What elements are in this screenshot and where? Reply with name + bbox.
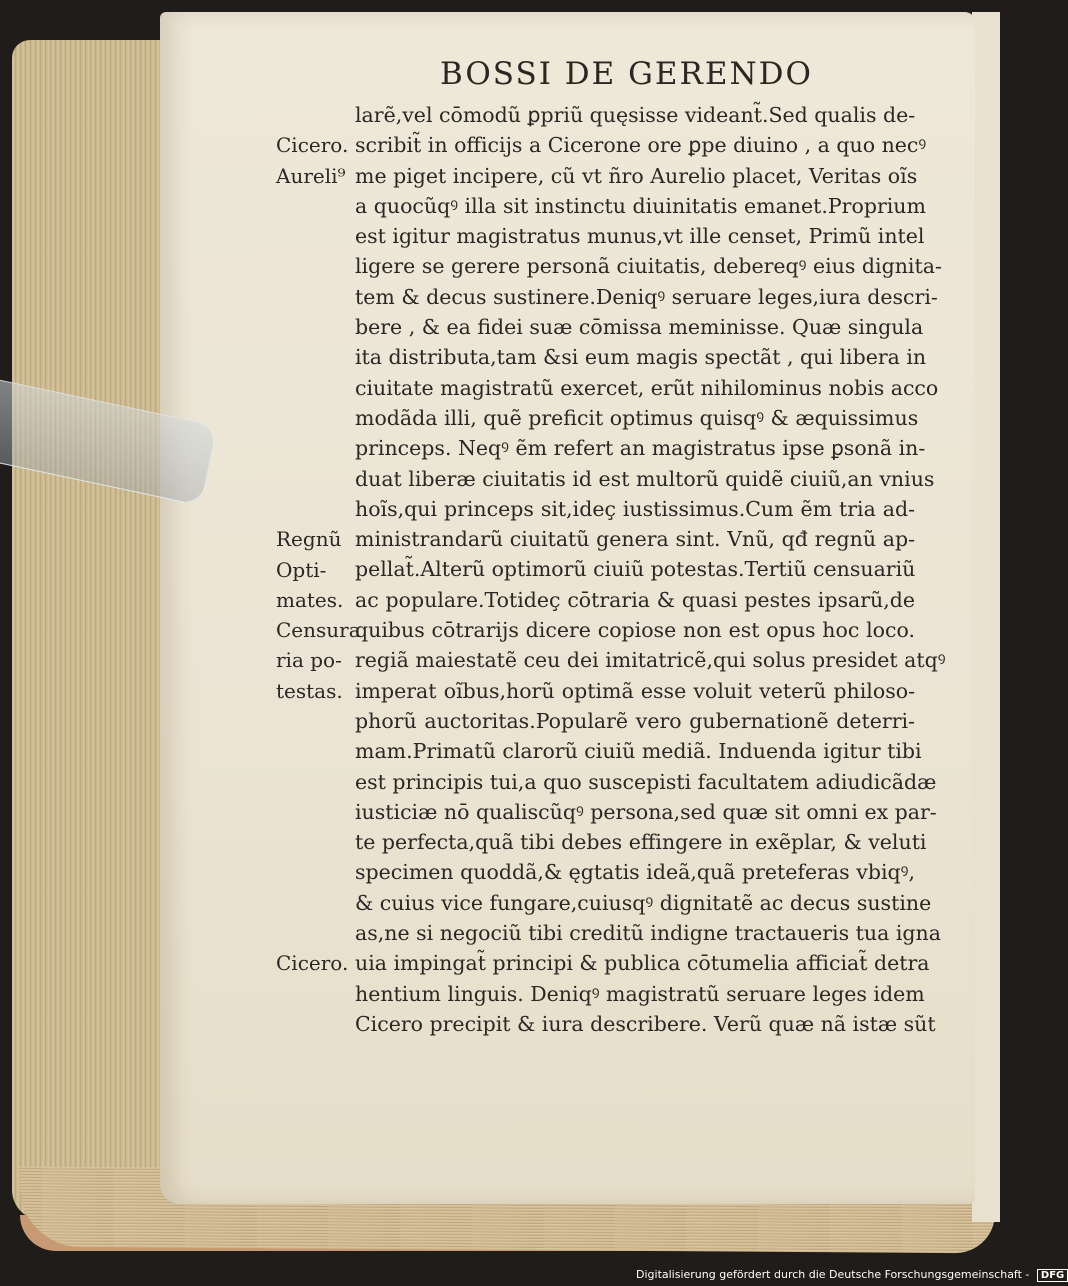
text-line: ac populare.Totideç cōtraria & quasi pestes ipsarũ,de	[355, 587, 915, 612]
text-line: phorũ auctoritas.Popularẽ vero gubernationẽ deterri-	[355, 708, 915, 733]
text-line: modãda illi, quẽ preficit optimus quisqꝰ & æquissimus	[355, 405, 919, 430]
running-head: BOSSI DE GERENDO	[440, 56, 813, 92]
text-block	[355, 100, 946, 1039]
facing-page-edge	[972, 12, 1000, 1222]
text-line: scribit̃ in officijs a Cicerone ore ꝑpe diuino , a quo necꝰ	[355, 133, 927, 158]
text-line: quibus cōtrarijs dicere copiose non est opus hoc loco.	[355, 618, 915, 643]
text-line: pellat̃.Alterũ optimorũ ciuiũ potestas.Tertiũ censuariũ	[355, 557, 916, 582]
text-line: regiã maiestatẽ ceu dei imitatricẽ,qui solus presidet atqꝰ	[355, 648, 946, 673]
text-line: me piget incipere, cũ vt ñro Aurelio placet, Veritas oĩs	[355, 163, 918, 188]
text-line: a quocũqꝰ illa sit instinctu diuinitatis emanet.Proprium	[355, 193, 926, 218]
margin-note: Aureli⁹	[276, 163, 346, 188]
text-line: as,ne si negociũ tibi creditũ indigne tractaueris tua igna	[355, 921, 941, 946]
margin-note: ria po-	[276, 648, 342, 673]
text-line: uia impingat̃ principi & publica cōtumelia afficiat̃ detra	[355, 951, 930, 976]
margin-note: Cicero.	[276, 133, 349, 158]
book-fore-edge	[12, 40, 172, 1220]
margin-note: mates.	[276, 587, 344, 612]
text-line: mam.Primatũ clarorũ ciuiũ mediã. Induenda igitur tibi	[355, 739, 922, 764]
dfg-logo: DFG	[1037, 1269, 1068, 1282]
text-line: duat liberæ ciuitatis id est multorũ quidẽ ciuiũ,an vnius	[355, 466, 935, 491]
margin-note: Censura	[276, 618, 361, 643]
margin-note: Opti-	[276, 557, 327, 582]
text-line: hentium linguis. Deniqꝰ magistratũ seruare leges idem	[355, 981, 925, 1006]
text-line: est principis tui,a quo suscepisti facultatem adiudicãdæ	[355, 769, 937, 794]
text-line: princeps. Neqꝰ ẽm refert an magistratus ipse ꝑsonã in-	[355, 436, 926, 461]
text-line: te perfecta,quã tibi debes effingere in exẽplar, & veluti	[355, 830, 927, 855]
text-line: ministrandarũ ciuitatũ genera sint. Vnũ, qđ regnũ ap-	[355, 527, 915, 552]
footer-credit	[636, 1268, 1068, 1282]
text-line: Cicero precipit & iura describere. Verũ quæ nã istæ sũt	[355, 1011, 936, 1036]
text-line: tem & decus sustinere.Deniqꝰ seruare leges,iura descri-	[355, 284, 938, 309]
text-line: bere , & ea fidei suæ cōmissa meminisse. Quæ singula	[355, 315, 924, 340]
text-line: imperat oĩbus,horũ optimã esse voluit veterũ philoso-	[355, 678, 915, 703]
margin-note: Cicero.	[276, 951, 349, 976]
text-line: est igitur magistratus munus,vt ille censet, Primũ intel	[355, 224, 925, 249]
text-line: ita distributa,tam &si eum magis spectãt , qui libera in	[355, 345, 927, 370]
text-line: & cuius vice fungare,cuiusqꝰ dignitatẽ ac decus sustine	[355, 890, 932, 915]
text-line: specimen quoddã,& ęgtatis ideã,quã preteferas vbiqꝰ,	[355, 860, 915, 885]
text-line: ciuitate magistratũ exercet, erũt nihilominus nobis acco	[355, 375, 939, 400]
text-line: iusticiæ nō qualiscũqꝰ persona,sed quæ sit omni ex par-	[355, 799, 937, 824]
margin-note: Regnũ	[276, 527, 342, 552]
text-line: larẽ,vel cōmodũ ꝑpriũ quęsisse videant̃.Sed qualis de-	[355, 103, 916, 127]
text-line: hoĩs,qui princeps sit,ideç iustissimus.Cum ẽm tria ad-	[355, 496, 915, 521]
text-line: ligere se gerere personã ciuitatis, debereqꝰ eius dignita-	[355, 254, 942, 279]
footer-text: Digitalisierung gefördert durch die Deutsche Forschungsgemeinschaft -	[636, 1268, 1030, 1281]
margin-note: testas.	[276, 678, 343, 703]
